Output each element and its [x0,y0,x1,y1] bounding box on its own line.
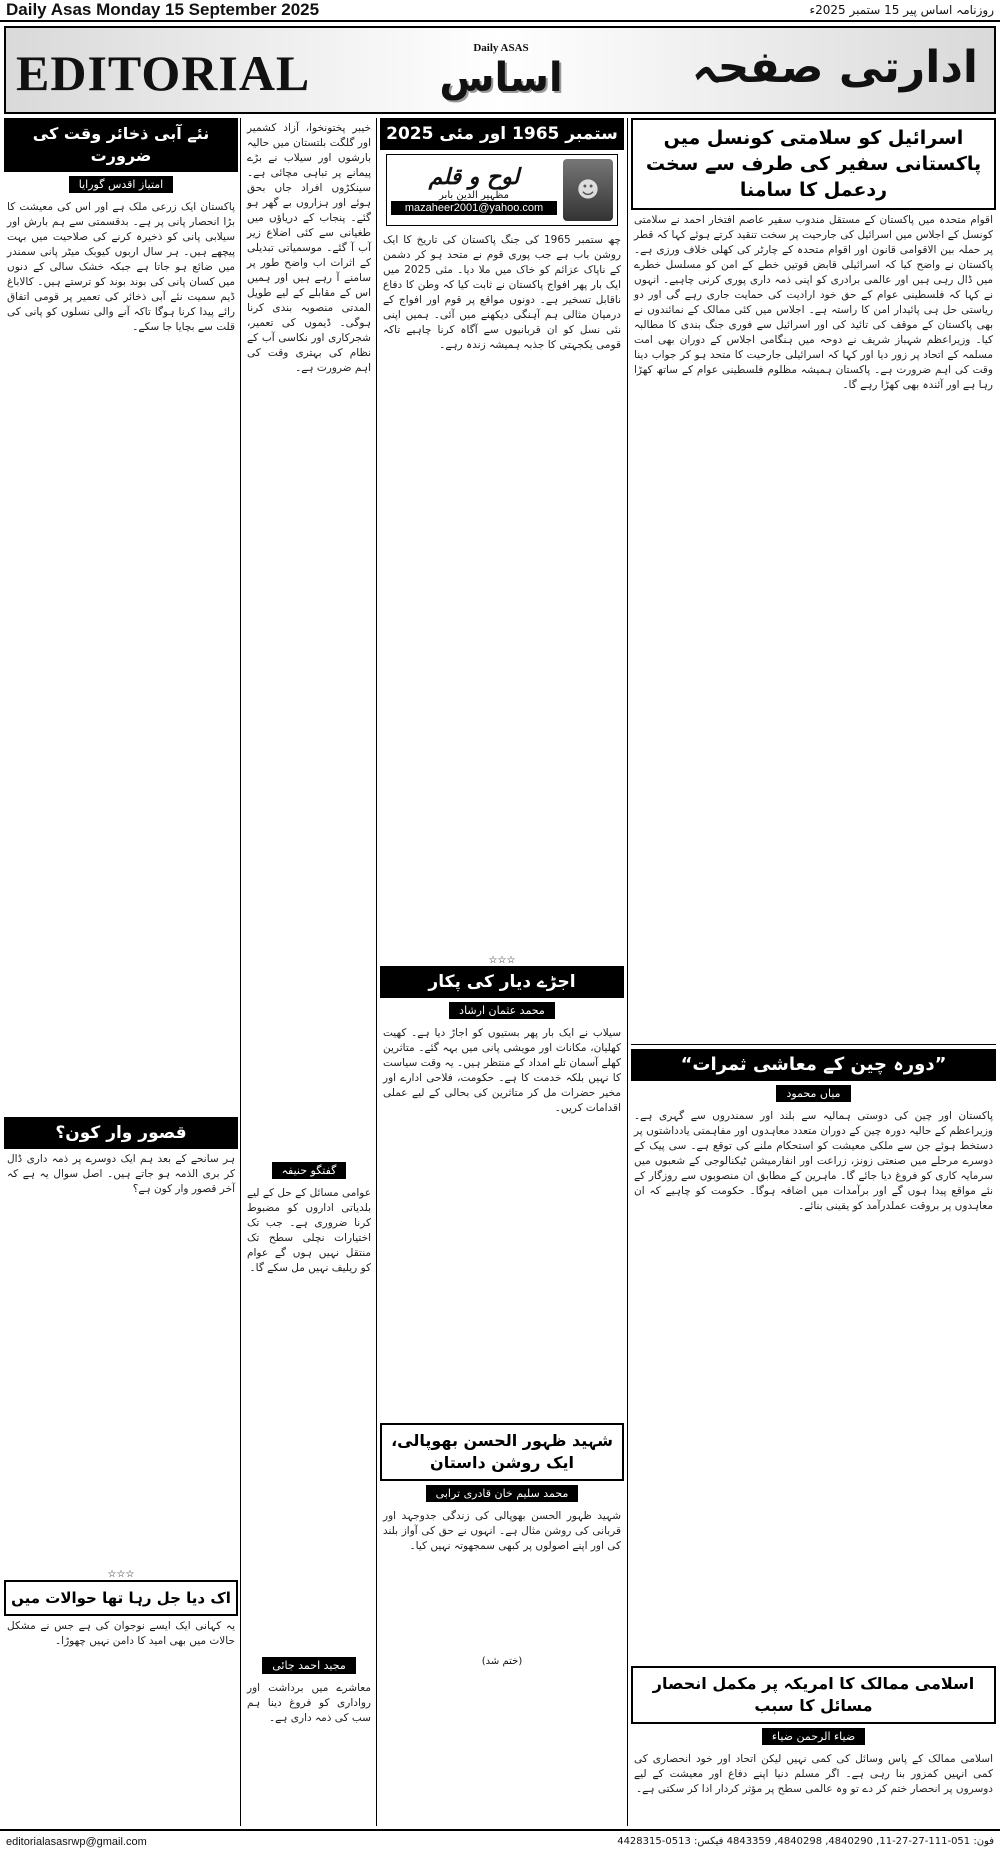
continued-body-3: معاشرے میں برداشت اور رواداری کو فروغ دینا ہم سب کی ذمہ داری ہے۔ [247,1682,371,1724]
column-opinion [380,118,624,1826]
columnist-photo: ☻ [563,159,613,221]
lead-headline: اسرائیل کو سلامتی کونسل میں پاکستانی سفیر کی طرف سے سخت ردعمل کا سامنا [631,118,996,210]
editorial-email[interactable]: editorialasasrwp@gmail.com [6,1835,147,1848]
columnist-box [386,154,618,226]
paper-date-en: Daily Asas Monday 15 September 2025 [6,0,320,19]
column-divider [627,118,628,1826]
top-bar [0,0,1000,22]
column-continued [244,118,374,1826]
opinion-body: چھ ستمبر 1965 کی جنگ پاکستان کی تاریخ کا ایک روشن باب ہے جب پوری قوم نے متحد ہو کر دشمن کے ناپاک عزائم کو خاک میں ملا دیا۔ مئی 2025 میں ایک بار پھر افواج پاکستان نے ثابت کیا کہ وطن کا دفاع ناقابل تسخیر ہے۔ دونوں مواقع پر قوم اور افواج کے درمیان مثالی ہم آہنگی دیکھنے میں آئی۔ ہمیں اپنی نئی نسل کو ان قربانیوں سے آگاہ کرنا چاہیے تاکہ قومی یکجہتی کا جذبہ ہمیشہ زندہ رہے۔ [383,234,621,351]
divider [631,1044,996,1045]
water-headline: نئے آبی ذخائر وقت کی ضرورت [4,118,238,172]
continued-author-3: مجید احمد جائی [262,1657,355,1674]
lead-body: اقوام متحدہ میں پاکستان کے مستقل مندوب سفیر عاصم افتخار احمد نے سلامتی کونسل کے اجلاس میں اسرائیل کی جارحیت پر سخت تنقید کرتے ہوئے کہا کہ قطر پر حملہ بین الاقوامی قانون اور اقوام متحدہ کے چارٹر کی کھلی خلاف ورزی ہے۔ پاکستان نے واضح کیا کہ اسرائیلی قابض قوتیں خطے کے امن کو مسلسل خطرے میں ڈال رہی ہیں اور عالمی برادری کو اپنی ذمہ داری پوری کرنی چاہیے۔ انہوں نے کہا کہ فلسطینی عوام کے حق خود ارادیت کی حمایت جاری رہے گی اور دو ریاستی حل ہی پائیدار امن کا راستہ ہے۔ اجلاس میں کئی ممالک کے نمائندوں نے بھی پاکستان کے موقف کی تائید کی اور اسرائیل سے فوری جنگ بندی کا مطالبہ کیا۔ وزیراعظم شہباز شریف نے دوحہ میں ہنگامی اجلاس کے دوران بھی امت مسلمہ کے اتحاد پر زور دیا اور کہا کہ اسرائیلی جارحیت کا متحد ہو کر جواب دینا وقت کی اہم ضرورت ہے۔ پاکستان ہمیشہ مظلوم فلسطینی عوام کے ساتھ کھڑا رہا ہے اور آئندہ بھی کھڑا رہے گا۔ [634,214,993,391]
martyr-headline: شہید ظہور الحسن بھوپالی، ایک روشن داستان [380,1423,624,1481]
opinion-headline: ستمبر 1965 اور مئی 2025 [380,118,624,150]
flood-author: محمد عثمان ارشاد [449,1002,555,1019]
lamp-body: یہ کہانی ایک ایسے نوجوان کی ہے جس نے مشکل حالات میں بھی امید کا دامن نہیں چھوڑا۔ [7,1620,235,1647]
islamic-countries-headline: اسلامی ممالک کا امریکہ پر مکمل انحصار مسائل کا سبب [631,1666,996,1724]
water-body: پاکستان ایک زرعی ملک ہے اور اس کی معیشت کا بڑا انحصار پانی پر ہے۔ بدقسمتی سے ہم بارش اور سیلابی پانی کو ذخیرہ کرنے کی صلاحیت میں بہت پیچھے ہیں۔ ہر سال اربوں کیوبک میٹر پانی سمندر میں ضائع ہو جاتا ہے جبکہ خشک سالی کے دنوں میں کسان پانی کی بوند بوند کو ترستے ہیں۔ کالاباغ ڈیم سمیت نئے آبی ذخائر کی تعمیر پر قومی اتفاق رائے پیدا کرنا ہوگا تاکہ آنے والی نسلوں کو پانی کی قلت سے بچایا جا سکے۔ [7,201,235,333]
contact-info: فون: 051-111-27-27-11, 4840290, 4840298, 4843359 فیکس: 0513-4428315 [617,1836,994,1847]
footer [0,1829,1000,1852]
separator-stars: ☆☆☆ [488,955,516,966]
flood-headline: اجڑے دیار کی پکار [380,966,624,998]
column-lead-editorial [631,118,996,1826]
continued-author-2: گفتگو حنیفہ [272,1162,347,1179]
culprit-body: ہر سانحے کے بعد ہم ایک دوسرے پر ذمہ داری ڈال کر بری الذمہ ہو جاتے ہیں۔ اصل سوال یہ ہے کہ آخر قصور وار کون ہے؟ [7,1153,235,1195]
column-name: لوح و قلم [428,165,520,190]
masthead [4,26,996,114]
china-visit-headline: ”دورہ چین کے معاشی ثمرات“ [631,1049,996,1081]
logo-small-text: Daily ASAS [473,42,529,54]
continued-body: خیبر پختونخوا، آزاد کشمیر اور گلگت بلتستان میں حالیہ بارشوں اور سیلاب نے بڑے پیمانے پر تباہی مچائی ہے۔ سینکڑوں افراد جاں بحق ہوئے اور ہزاروں بے گھر ہو گئے۔ پنجاب کے دریاؤں میں طغیانی سے کئی اضلاع زیر آب آ گئے۔ موسمیاتی تبدیلی کے اثرات اب واضح طور پر سامنے آ رہے ہیں اور ہمیں اس کے مقابلے کے لیے طویل المدتی منصوبہ بندی کرنا ہوگی۔ ڈیموں کی تعمیر، شجرکاری اور نکاسی آب کے نظام کی بہتری وقت کی اہم ضرورت ہے۔ [247,122,371,374]
continued-body-2: عوامی مسائل کے حل کے لیے بلدیاتی اداروں کو مضبوط کرنا ضروری ہے۔ جب تک اختیارات نچلی سطح تک منتقل نہیں ہوں گے عوام کو ریلیف نہیں مل سکے گا۔ [246,1187,371,1274]
lamp-headline: اک دیا جل رہا تھا حوالات میں [4,1580,238,1616]
closing-note: (ختم شد) [481,1656,523,1667]
islamic-countries-author: ضیاء الرحمن ضیاء [762,1728,865,1745]
masthead-title-ur: ادارتی صفحہ [691,42,978,93]
columnist-name: مظہیر الدین بابر [439,190,509,201]
column-water [4,118,238,1826]
water-author: امتیاز اقدس گورایا [69,176,173,193]
masthead-title-en: EDITORIAL [16,45,311,101]
column-divider [376,118,377,1826]
islamic-countries-body: اسلامی ممالک کے پاس وسائل کی کمی نہیں لیکن اتحاد اور خود انحصاری کی کمی انہیں کمزور بنا رہی ہے۔ اگر مسلم دنیا اپنے دفاع اور معیشت کے لیے دوسروں پر انحصار ختم کر دے تو وہ عالمی سطح پر مؤثر کردار ادا کر سکتی ہے۔ [634,1753,993,1795]
flood-body: سیلاب نے ایک بار پھر بستیوں کو اجاڑ دیا ہے۔ کھیت کھلیان، مکانات اور مویشی پانی میں بہہ گئے۔ متاثرین کھلے آسمان تلے امداد کے منتظر ہیں۔ یہ وقت سیاست کا نہیں بلکہ خدمت کا ہے۔ حکومت، فلاحی ادارے اور مخیر حضرات مل کر متاثرین کی بحالی کے لیے عملی اقدامات کریں۔ [383,1027,621,1114]
martyr-body: شہید ظہور الحسن بھوپالی کی زندگی جدوجہد اور قربانی کی روشن مثال ہے۔ انہوں نے حق کی آواز بلند کی اور اپنے اصولوں پر کبھی سمجھوتہ نہیں کیا۔ [383,1510,621,1552]
logo-big-text: اساس [439,55,563,101]
paper-date-ur: روزنامہ اساس پیر 15 ستمبر 2025ء [809,3,994,17]
newspaper-logo [426,34,576,110]
china-visit-author: میاں محمود [776,1085,850,1102]
martyr-author: محمد سلیم خان قادری ترابی [426,1485,579,1502]
culprit-headline: قصور وار کون؟ [4,1117,238,1149]
column-divider [240,118,241,1826]
china-visit-body: پاکستان اور چین کی دوستی ہمالیہ سے بلند اور سمندروں سے گہری ہے۔ وزیراعظم کے حالیہ دورہ چین کے دوران متعدد معاہدوں اور مفاہمتی یادداشتوں پر دستخط ہوئے جن سے ملکی معیشت کو استحکام ملنے کی توقع ہے۔ سی پیک کے دوسرے مرحلے میں صنعتی زونز، زراعت اور انفارمیشن ٹیکنالوجی کے شعبوں میں سرمایہ کاری کو فروغ دیا جائے گا۔ ماہرین کے مطابق ان منصوبوں سے روزگار کے نئے مواقع پیدا ہوں گے اور برآمدات میں اضافہ ہوگا۔ حکومت کو چاہیے کہ ان معاہدوں پر بروقت عملدرآمد کو یقینی بنائے۔ [634,1110,993,1212]
separator-stars: ☆☆☆ [107,1569,135,1580]
columnist-email: mazaheer2001@yahoo.com [391,201,557,215]
